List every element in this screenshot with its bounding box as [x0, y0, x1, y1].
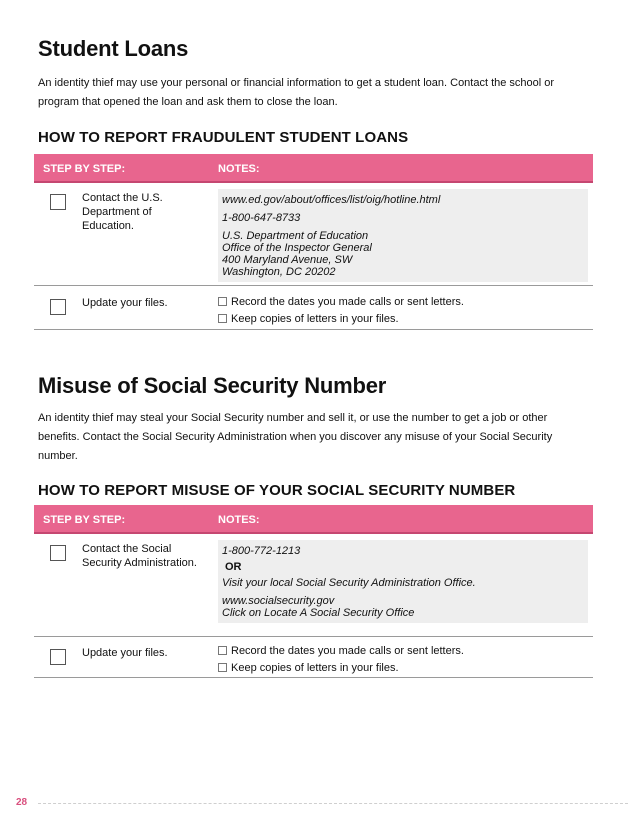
intro-line: program that opened the loan and ask them to close the loan.	[38, 96, 338, 108]
step-column-header: STEP BY STEP:	[43, 514, 126, 526]
intro-line: An identity thief may steal your Social Security number and sell it, or use the number to get a job or other	[38, 412, 548, 424]
check-notes	[218, 294, 464, 328]
ssn-misuse-howto-heading: HOW TO REPORT MISUSE OF YOUR SOCIAL SECURITY NUMBER	[38, 482, 516, 499]
step-text-line: Contact the U.S.	[82, 192, 163, 204]
check-notes	[218, 643, 464, 677]
small-checkbox-icon[interactable]	[218, 646, 227, 655]
student-loans-howto-heading: HOW TO REPORT FRAUDULENT STUDENT LOANS	[38, 129, 409, 146]
note-check-text: Record the dates you made calls or sent letters.	[231, 645, 464, 657]
note-url[interactable]: www.socialsecurity.gov	[222, 595, 335, 607]
footer-divider	[38, 803, 628, 804]
note-check-text: Keep copies of letters in your files.	[231, 313, 399, 325]
small-checkbox-icon[interactable]	[218, 314, 227, 323]
note-url[interactable]: www.ed.gov/about/offices/list/oig/hotline.html	[222, 194, 441, 206]
ssn-misuse-table	[34, 505, 593, 678]
step-checkbox[interactable]	[50, 545, 66, 561]
note-check-item	[218, 311, 464, 328]
note-address-line: U.S. Department of Education	[222, 230, 369, 242]
ssn-misuse-title: Misuse of Social Security Number	[38, 373, 387, 398]
intro-line: number.	[38, 450, 78, 462]
notes-box	[218, 189, 588, 282]
page-number: 28	[16, 797, 28, 808]
table-header	[34, 505, 593, 534]
note-address-line: 400 Maryland Avenue, SW	[222, 254, 353, 266]
ssn-misuse-intro	[38, 409, 594, 466]
note-visit: Visit your local Social Security Administration Office.	[222, 577, 476, 589]
notes-column-header: NOTES:	[218, 163, 260, 175]
note-address-line: Office of the Inspector General	[222, 242, 372, 254]
intro-line: An identity thief may use your personal or financial information to get a student loan. Contact the school or	[38, 77, 555, 89]
step-text-line: Education.	[82, 220, 134, 232]
table-row	[34, 183, 593, 286]
step-column-header: STEP BY STEP:	[43, 163, 126, 175]
step-text-line: Department of	[82, 206, 152, 218]
note-or: OR	[225, 561, 242, 573]
step-checkbox[interactable]	[50, 649, 66, 665]
step-checkbox[interactable]	[50, 299, 66, 315]
step-text: Update your files.	[82, 647, 168, 659]
step-text: Update your files.	[82, 297, 168, 309]
table-row	[34, 534, 593, 637]
note-phone: 1-800-772-1213	[222, 545, 301, 557]
step-text-line: Security Administration.	[82, 557, 197, 569]
note-check-item	[218, 660, 464, 677]
student-loans-intro	[38, 74, 594, 112]
small-checkbox-icon[interactable]	[218, 663, 227, 672]
note-check-item	[218, 643, 464, 660]
step-text	[82, 542, 212, 570]
intro-line: benefits. Contact the Social Security Administration when you discover any misuse of your Social Security	[38, 431, 553, 443]
step-text-line: Contact the Social	[82, 543, 172, 555]
small-checkbox-icon[interactable]	[218, 297, 227, 306]
note-click: Click on Locate A Social Security Office	[222, 607, 415, 619]
step-checkbox[interactable]	[50, 194, 66, 210]
note-phone: 1-800-647-8733	[222, 212, 301, 224]
notes-column-header: NOTES:	[218, 514, 260, 526]
table-row	[34, 637, 593, 678]
table-header	[34, 154, 593, 183]
note-check-text: Record the dates you made calls or sent letters.	[231, 296, 464, 308]
step-text	[82, 191, 202, 233]
student-loans-table	[34, 154, 593, 330]
note-check-text: Keep copies of letters in your files.	[231, 662, 399, 674]
note-check-item	[218, 294, 464, 311]
student-loans-title: Student Loans	[38, 36, 189, 61]
note-address-line: Washington, DC 20202	[222, 266, 336, 278]
notes-box	[218, 540, 588, 623]
table-row	[34, 286, 593, 330]
